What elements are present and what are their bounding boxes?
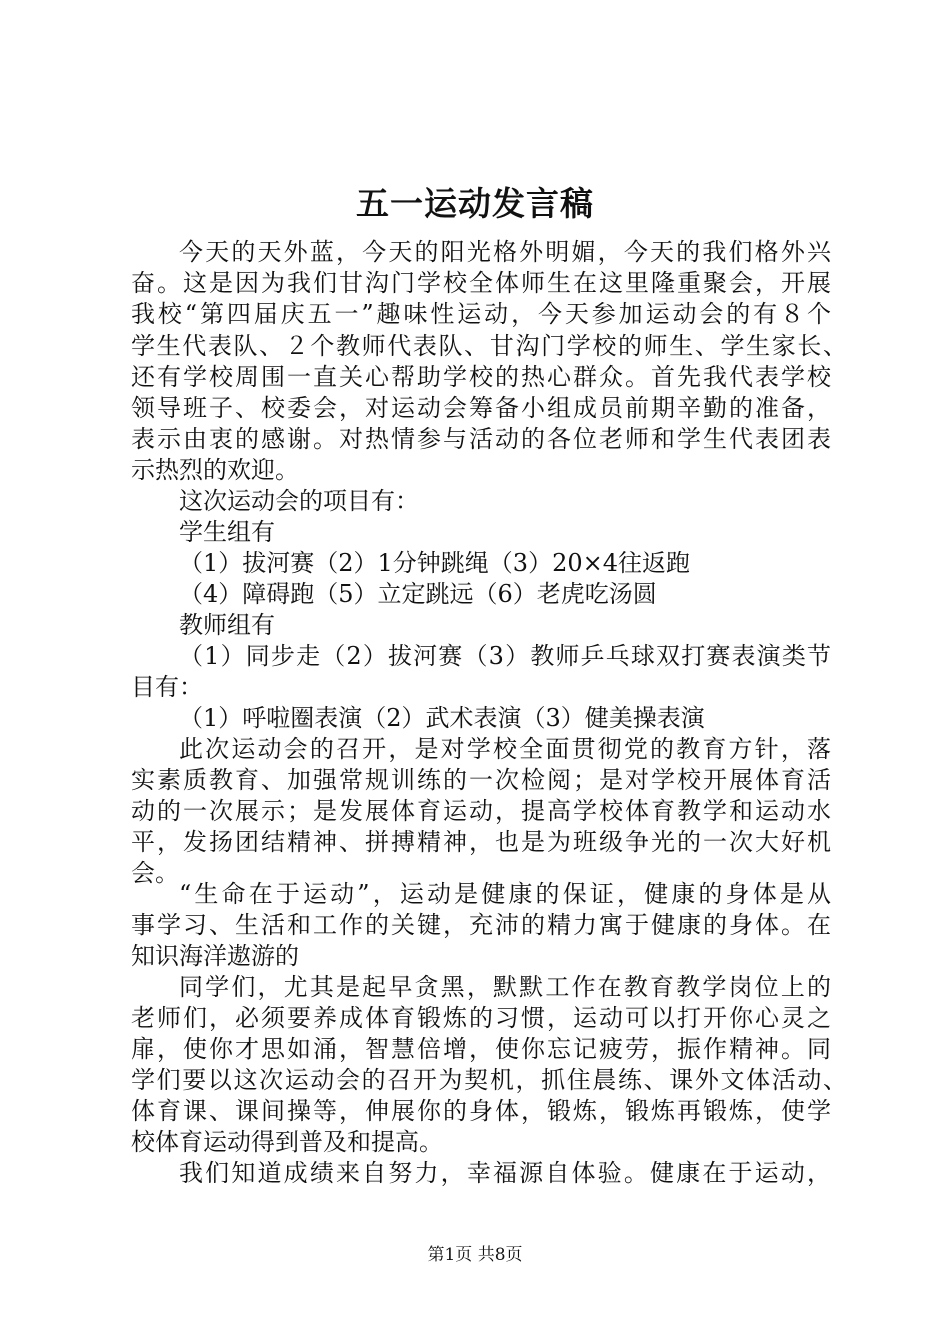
- text-line: 平，发扬团结精神、拼搏精神，也是为班级争光的一次大好机: [131, 828, 831, 856]
- text-line: 目有：: [131, 673, 203, 701]
- text-line: 体育课、课间操等，伸展你的身体，锻炼，锻炼再锻炼，使学: [131, 1097, 831, 1125]
- text-line: 教师组有: [179, 611, 275, 639]
- document-title: 五一运动发言稿: [356, 184, 594, 223]
- text-line: 奋。这是因为我们甘沟门学校全体师生在这里隆重聚会，开展: [131, 269, 831, 297]
- text-line: （1）同步走（2）拔河赛（3）教师乒乓球双打赛表演类节: [179, 642, 831, 670]
- text-line: 事学习、生活和工作的关键，充沛的精力寓于健康的身体。在: [131, 911, 831, 939]
- text-line: 这次运动会的项目有：: [179, 487, 419, 515]
- text-line: 学生代表队、２个教师代表队、甘沟门学校的师生、学生家长、: [131, 332, 847, 360]
- text-line: 实素质教育、加强常规训练的一次检阅；是对学校开展体育活: [131, 766, 831, 794]
- text-line: 老师们，必须要养成体育锻炼的习惯，运动可以打开你心灵之: [131, 1004, 831, 1032]
- text-line: 扉，使你才思如涌，智慧倍增，使你忘记疲劳，振作精神。同: [131, 1035, 831, 1063]
- text-line: （1）拔河赛（2）1分钟跳绳（3）20×4往返跑: [179, 549, 690, 577]
- text-line: （4）障碍跑（5）立定跳远（6）老虎吃汤圆: [179, 580, 657, 608]
- text-line: 我们知道成绩来自努力，幸福源自体验。健康在于运动，: [179, 1159, 831, 1187]
- text-line: （1）呼啦圈表演（2）武术表演（3）健美操表演: [179, 704, 705, 732]
- text-line: 此次运动会的召开，是对学校全面贯彻党的教育方针，落: [179, 735, 831, 763]
- text-line: 示热烈的欢迎。: [131, 456, 299, 484]
- text-line: 今天的天外蓝，今天的阳光格外明媚，今天的我们格外兴: [179, 238, 831, 266]
- text-line: 还有学校周围一直关心帮助学校的热心群众。首先我代表学校: [131, 363, 831, 391]
- text-line: “生命在于运动”，运动是健康的保证，健康的身体是从: [179, 880, 831, 908]
- text-line: 学们要以这次运动会的召开为契机，抓住晨练、课外文体活动、: [131, 1066, 847, 1094]
- text-line: 学生组有: [179, 518, 275, 546]
- text-line: 动的一次展示；是发展体育运动，提高学校体育教学和运动水: [131, 797, 831, 825]
- page-footer: 第1页 共8页: [427, 1245, 523, 1265]
- text-line: 校体育运动得到普及和提高。: [131, 1128, 443, 1156]
- text-line: 表示由衷的感谢。对热情参与活动的各位老师和学生代表团表: [131, 425, 831, 453]
- text-line: 领导班子、校委会，对运动会筹备小组成员前期辛勤的准备，: [131, 394, 831, 422]
- text-line: 我校“第四届庆五一”趣味性运动，今天参加运动会的有８个: [131, 300, 831, 328]
- text-line: 会。: [131, 859, 179, 887]
- text-line: 知识海洋遨游的: [131, 942, 299, 970]
- text-line: 同学们，尤其是起早贪黑，默默工作在教育教学岗位上的: [179, 973, 831, 1001]
